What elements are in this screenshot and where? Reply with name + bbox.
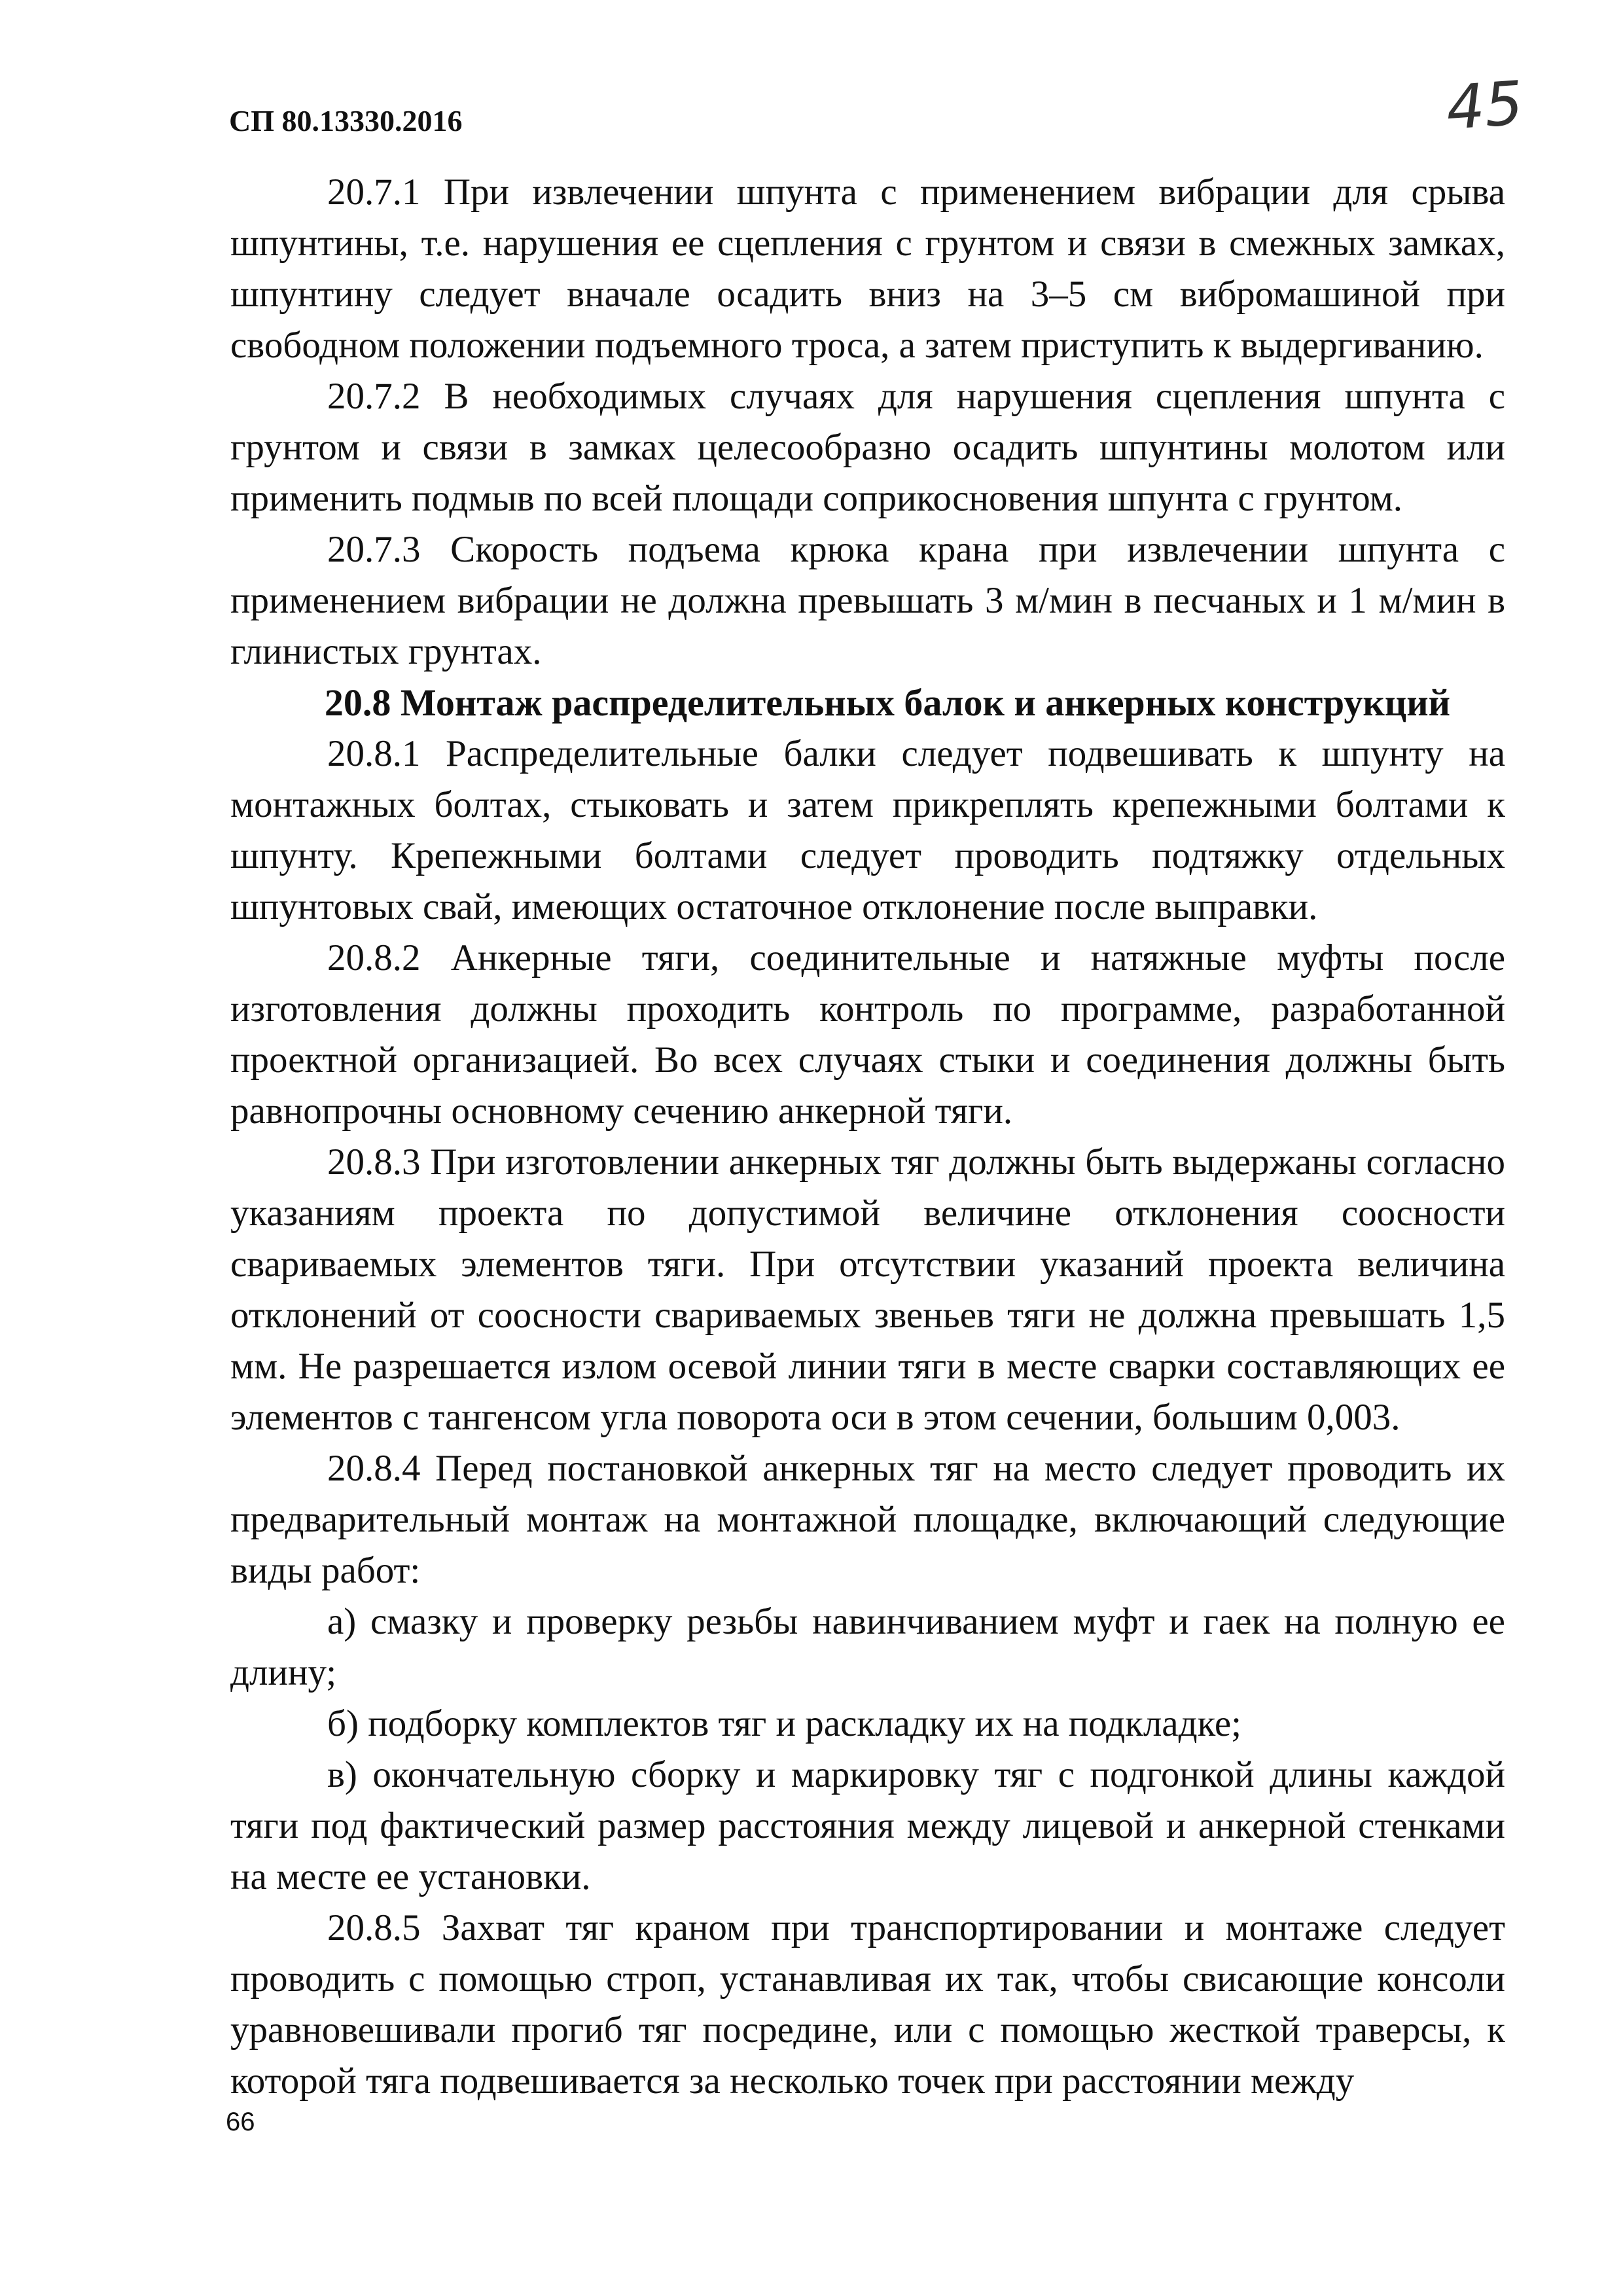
paragraph-20-8-2: 20.8.2 Анкерные тяги, соединительные и натяжные муфты после изготовления должны проходить контроль по программе, разработанной проектной организацией. Во всех случаях стыки и соединения должны быть равнопрочны основному сечению анкерной тяги. [230, 937, 1505, 1132]
document-body [230, 167, 1505, 2107]
list-item-a: а) смазку и проверку резьбы навинчиванием муфт и гаек на полную ее длину; [230, 1601, 1505, 1693]
paragraph-20-7-3: 20.7.3 Скорость подъема крюка крана при извлечении шпунта с применением вибрации не должна превышать 3 м/мин в песчаных и 1 м/мин в глинистых грунтах. [230, 529, 1505, 672]
page-number: 66 [226, 2108, 255, 2136]
handwritten-page-mark: 45 [1444, 68, 1525, 143]
paragraph-20-8-4: 20.8.4 Перед постановкой анкерных тяг на место следует проводить их предварительный монтаж на монтажной площадке, включающий следующие виды работ: [230, 1448, 1505, 1591]
paragraph-20-8-3: 20.8.3 При изготовлении анкерных тяг должны быть выдержаны согласно указаниям проекта по допустимой величине отклонения соосности свариваемых элементов тяги. При отсутствии указаний проекта величина отклонений от соосности свариваемых звеньев тяги не должна превышать 1,5 мм. Не разрешается излом осевой линии тяги в месте сварки составляющих ее элементов с тангенсом угла поворота оси в этом сечении, большим 0,003. [230, 1141, 1505, 1438]
document-code-header: СП 80.13330.2016 [229, 104, 463, 137]
paragraph-20-7-2: 20.7.2 В необходимых случаях для нарушения сцепления шпунта с грунтом и связи в замках целесообразно осадить шпунтины молотом или применить подмыв по всей площади соприкосновения шпунта с грунтом. [230, 376, 1505, 519]
paragraph-20-8-5: 20.8.5 Захват тяг краном при транспортировании и монтаже следует проводить с помощью строп, устанавливая их так, чтобы свисающие консоли уравновешивали прогиб тяг посредине, или с помощью жесткой траверсы, к которой тяга подвешивается за несколько точек при расстоянии между [230, 1907, 1505, 2102]
paragraph-20-7-1: 20.7.1 При извлечении шпунта с применением вибрации для срыва шпунтины, т.е. нарушения ее сцепления с грунтом и связи в смежных замках, шпунтину следует вначале осадить вниз на 3–5 см вибромашиной при свободном положении подъемного троса, а затем приступить к выдергиванию. [230, 171, 1505, 366]
list-item-c: в) окончательную сборку и маркировку тяг с подгонкой длины каждой тяги под фактический размер расстояния между лицевой и анкерной стенками на месте ее установки. [230, 1754, 1505, 1897]
section-heading-20-8: 20.8 Монтаж распределительных балок и анкерных конструкций [324, 681, 1451, 724]
paragraph-20-8-1: 20.8.1 Распределительные балки следует подвешивать к шпунту на монтажных болтах, стыковать и затем прикреплять крепежными болтами к шпунту. Крепежными болтами следует проводить подтяжку отдельных шпунтовых свай, имеющих остаточное отклонение после выправки. [230, 733, 1505, 927]
list-item-b: б) подборку комплектов тяг и раскладку их на подкладке; [327, 1703, 1241, 1744]
